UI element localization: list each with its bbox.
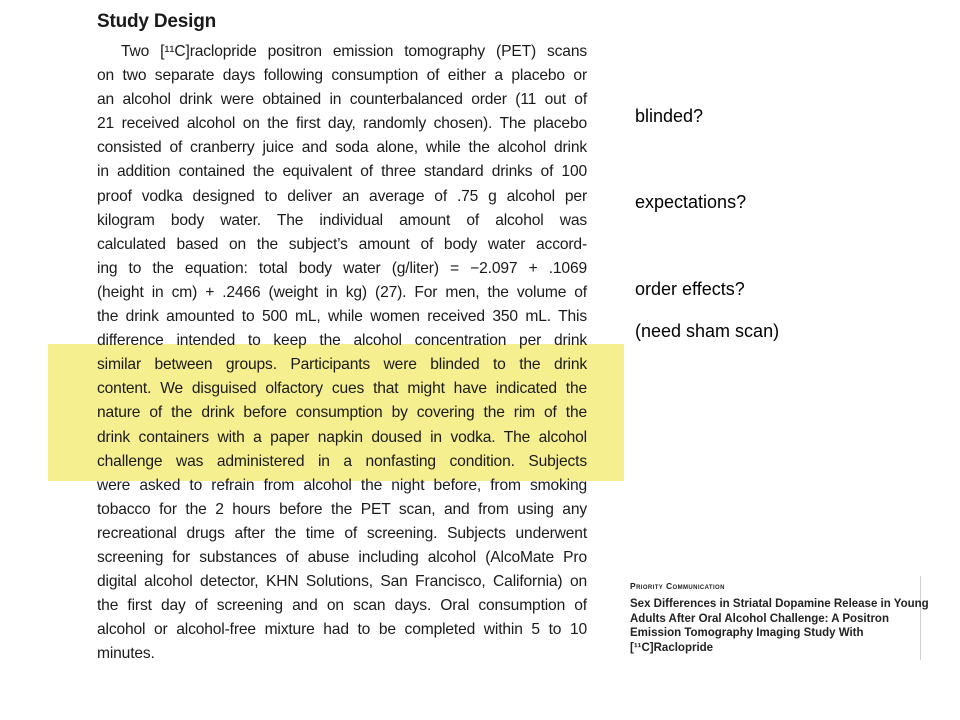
body-line: alcohol or alcohol-free mixture had to be completed within 5 to 10: [97, 621, 587, 639]
section-heading: Study Design: [97, 11, 217, 32]
body-line: challenge was administered in a nonfasting condition. Subjects: [97, 452, 587, 470]
study-design-excerpt: [97, 10, 587, 666]
body-text: [97, 40, 587, 666]
body-line: an alcohol drink were obtained in counterbalanced order (11 out of: [97, 91, 587, 109]
body-line: tobacco for the 2 hours before the PET scan, and from using any: [97, 500, 587, 518]
body-line: consisted of cranberry juice and soda alone, while the alcohol drink: [97, 139, 587, 157]
body-line: 21 received alcohol on the first day, randomly chosen). The placebo: [97, 115, 587, 133]
citation-title-line: [¹¹C]Raclopride: [630, 641, 714, 654]
citation-title-line: Sex Differences in Striatal Dopamine Release in Young: [630, 598, 929, 610]
body-line: digital alcohol detector, KHN Solutions, San Francisco, California) on: [97, 573, 587, 591]
citation-title: [630, 597, 929, 655]
body-line: nature of the drink before consumption by covering the rim of the: [97, 404, 587, 422]
body-line: minutes.: [97, 645, 155, 663]
body-line: difference intended to keep the alcohol concentration per drink: [97, 332, 587, 350]
body-line: screening for substances of abuse including alcohol (AlcoMate Pro: [97, 548, 587, 566]
body-line: proof vodka designed to deliver an average of .75 g alcohol per: [97, 187, 587, 205]
citation-title-line: Adults After Oral Alcohol Challenge: A Positron: [630, 612, 889, 625]
body-line: kilogram body water. The individual amount of alcohol was: [97, 211, 587, 229]
note-blinded: blinded?: [635, 106, 704, 126]
body-line: were asked to refrain from alcohol the night before, from smoking: [97, 476, 587, 494]
citation-title-line: Emission Tomography Imaging Study With: [630, 627, 864, 639]
body-line: (height in cm) + .2466 (weight in kg) (27). For men, the volume of: [97, 283, 587, 301]
body-line: recreational drugs after the time of screening. Subjects underwent: [97, 524, 587, 542]
body-line: the first day of screening and on scan days. Oral consumption of: [97, 597, 587, 615]
note-sham-scan: (need sham scan): [635, 321, 780, 341]
body-line: content. We disguised olfactory cues that might have indicated the: [97, 380, 587, 398]
body-line: calculated based on the subject’s amount of body water accord-: [97, 235, 587, 253]
body-line: in addition contained the equivalent of three standard drinks of 100: [97, 163, 587, 181]
body-line: similar between groups. Participants were blinded to the drink: [97, 356, 587, 374]
body-line: ing to the equation: total body water (g/liter) = −2.097 + .1069: [97, 259, 587, 277]
body-line: the drink amounted to 500 mL, while women received 350 mL. This: [97, 308, 587, 326]
note-order-effects: order effects?: [635, 279, 745, 299]
body-line: drink containers with a paper napkin doused in vodka. The alcohol: [97, 428, 587, 446]
citation-tag: Priority Communication: [630, 581, 725, 591]
note-expectations: expectations?: [635, 192, 747, 212]
body-line: on two separate days following consumption of either a placebo or: [97, 67, 587, 85]
body-line: Two [¹¹C]raclopride positron emission tomography (PET) scans: [121, 43, 587, 60]
citation-snippet: [624, 576, 929, 660]
